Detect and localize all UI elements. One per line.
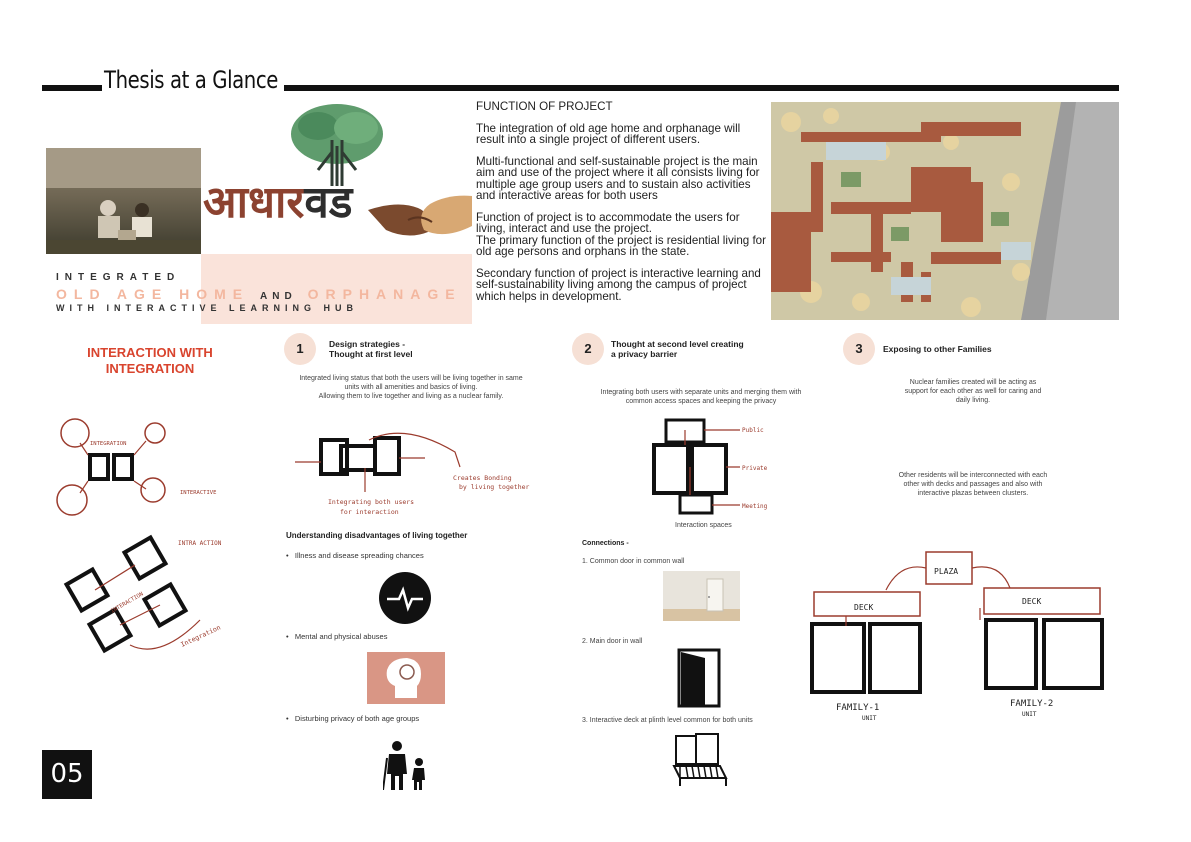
disadvantage-1-text: Illness and disease spreading chances	[294, 551, 424, 560]
label-intra-action: INTRA ACTION	[178, 540, 222, 547]
step-1-desc-2: units with all amenities and basics of living.	[344, 384, 478, 391]
step-2-title-line-2: a privacy barrier	[611, 349, 678, 359]
interaction-title	[70, 345, 230, 377]
step-1-desc-1: Integrated living status that both the users will be living together in same	[299, 375, 523, 382]
connection-2: 2. Main door in wall	[582, 638, 643, 645]
interaction-title-line-1: INTERACTION WITH	[87, 345, 213, 360]
tagline-old-age-home: OLD AGE HOME	[56, 286, 250, 302]
step-1-title-line-1: Design strategies -	[329, 339, 406, 349]
elder-child-icon	[383, 740, 429, 795]
connection-3: 3. Interactive deck at plinth level common for both units	[582, 717, 753, 724]
disadvantage-2-text: Mental and physical abuses	[294, 632, 388, 641]
interaction-spaces-caption: Interaction spaces	[675, 522, 732, 529]
step-1-note-b: for interaction	[340, 508, 399, 516]
disadvantage-1: • Illness and disease spreading chances	[286, 551, 424, 560]
step-2-sketch	[650, 415, 780, 520]
function-of-project	[476, 101, 766, 312]
joined-hands-icon	[368, 180, 472, 250]
deck-1-label: DECK	[854, 603, 874, 612]
step-3-desc1-3: daily living.	[955, 397, 991, 404]
function-para-1: The integration of old age home and orphanage will result into a single project of different users.	[476, 121, 741, 146]
elderly-child-photo	[46, 148, 201, 254]
disadvantage-3-text: Disturbing privacy of both age groups	[294, 714, 420, 723]
logo-word-1: आधार	[203, 177, 305, 228]
step-2-title	[611, 339, 744, 359]
step-2-badge: 2	[572, 333, 604, 365]
step-3-desc1-1: Nuclear families created will be acting as	[909, 379, 1037, 386]
deck-2-label: DECK	[1022, 597, 1042, 606]
step-3-desc2-3: interactive plazas between clusters.	[917, 490, 1029, 497]
interactive-deck-icon	[672, 732, 728, 793]
step-3-desc2-1: Other residents will be interconnected with each	[898, 472, 1048, 479]
label-interactive: INTERACTIVE	[180, 490, 217, 496]
page-title: Thesis at a Glance	[104, 66, 278, 94]
header-rule-left	[42, 85, 102, 91]
step-2-label-public: Public	[742, 427, 764, 434]
label-interaction: INTERACTION	[110, 591, 145, 615]
step-1-title	[329, 339, 413, 359]
step-3-sketch	[800, 548, 1120, 743]
head-stress-icon	[367, 652, 445, 709]
tagline-line-2	[56, 286, 462, 302]
step-2-desc-2: common access spaces and keeping the privacy	[625, 398, 777, 405]
tagline-line-3: WITH INTERACTIVE LEARNING HUB	[56, 303, 358, 313]
step-1-desc-3: Allowing them to live together and living as a nuclear family.	[318, 393, 504, 400]
function-para-4: Secondary function of project is interactive learning and self-sustainability living among the campus of project which helps in development.	[476, 266, 761, 303]
logo-word-2: वड	[304, 177, 353, 228]
common-door-image	[663, 571, 740, 626]
step-2-description	[576, 388, 826, 406]
function-para-3a: Function of project is to accommodate the users for living, interact and use the project.	[476, 210, 740, 235]
disadvantage-2: • Mental and physical abuses	[286, 632, 388, 641]
step-1-description	[280, 374, 542, 401]
page-number: 05	[42, 750, 92, 799]
label-integration: INTEGRATION	[90, 441, 127, 447]
function-para-2: Multi-functional and self-sustainable project is the main aim and use of the project where it all consists living for multiple age group users and to sustain also activities and interactive areas for both users	[476, 154, 760, 202]
tagline-orphanage: ORPHANAGE	[307, 286, 462, 302]
family-1-sub: UNIT	[862, 715, 877, 722]
step-2-desc-1: Integrating both users with separate units and merging them with	[600, 389, 802, 396]
site-aerial-render	[771, 102, 1119, 320]
header-rule-right	[284, 85, 1119, 91]
tagline-line-1: INTEGRATED	[56, 272, 181, 283]
step-1-note-a: Integrating both users	[328, 498, 415, 506]
disadvantage-3: • Disturbing privacy of both age groups	[286, 714, 420, 723]
interaction-sketch	[50, 415, 250, 665]
step-3-title: Exposing to other Families	[883, 344, 992, 354]
family-2-label: FAMILY-2	[1010, 699, 1054, 709]
step-1-title-line-2: Thought at first level	[329, 349, 413, 359]
disadvantages-heading: Understanding disadvantages of living together	[286, 531, 468, 540]
step-3-description-2	[862, 471, 1084, 498]
function-heading: FUNCTION OF PROJECT	[476, 100, 613, 113]
interaction-title-line-2: INTEGRATION	[105, 361, 195, 376]
step-1-note-c: Creates Bonding	[453, 474, 512, 482]
step-2-label-private: Private	[742, 465, 768, 472]
step-3-description-1	[868, 378, 1078, 405]
connections-heading: Connections -	[582, 540, 629, 547]
step-1-note-d: by living together	[459, 483, 530, 491]
step-1-badge: 1	[284, 333, 316, 365]
logo-wordmark	[203, 170, 352, 230]
step-3-desc1-2: support for each other as well for caring and	[904, 388, 1042, 395]
family-1-label: FAMILY-1	[836, 703, 880, 713]
plaza-label: PLAZA	[934, 567, 959, 576]
step-1-sketch	[285, 422, 545, 522]
step-3-badge: 3	[843, 333, 875, 365]
label-integration-2: Integration	[179, 623, 222, 649]
function-para-3b: The primary function of the project is residential living for old age persons and orphans in the state.	[476, 233, 766, 258]
connection-1: 1. Common door in common wall	[582, 558, 685, 565]
step-2-label-meeting: Meeting	[742, 503, 768, 510]
family-2-sub: UNIT	[1022, 711, 1037, 718]
step-2-title-line-1: Thought at second level creating	[611, 339, 744, 349]
open-door-icon	[677, 648, 723, 713]
step-3-desc2-2: other with decks and passages and also with	[903, 481, 1043, 488]
tagline-and: AND	[260, 291, 297, 302]
heartbeat-icon	[379, 572, 431, 629]
